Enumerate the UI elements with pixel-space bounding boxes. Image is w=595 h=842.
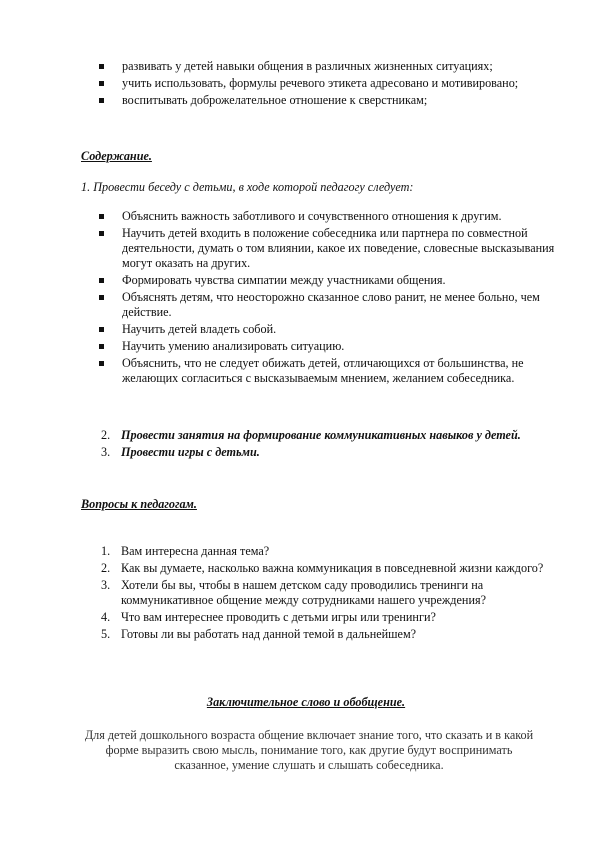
list-item [99,209,555,224]
list-item [101,445,541,460]
bullet-square-icon [99,327,104,332]
list-item [101,544,553,559]
list-item-text: Что вам интереснее проводить с детьми игры или тренинги? [121,610,436,624]
list-item-text: Готовы ли вы работать над данной темой в дальнейшем? [121,627,417,641]
bullet-square-icon [99,278,104,283]
list-item [101,578,553,608]
goals-list [99,59,551,110]
list-item-number: 2. [101,561,111,575]
list-item [99,76,551,91]
bullet-square-icon [99,98,104,103]
bullet-square-icon [99,344,104,349]
list-item [99,339,555,354]
list-item-text: Хотели бы вы, чтобы в нашем детском саду проводились тренинги на коммуникативное общение между сотрудниками нашего учреждения? [121,578,486,607]
list-item-text: Провести занятия на формирование коммуникативных навыков у детей. [121,428,521,442]
list-item-text: учить использовать, формулы речевого этикета адресовано и мотивировано; [122,76,519,90]
list-item-number: 4. [101,610,111,624]
list-item-text: Научить умению анализировать ситуацию. [122,339,345,353]
list-item-number: 3. [101,445,111,459]
list-item [101,627,553,642]
activities-list [101,428,541,462]
list-item-text: Формировать чувства симпатии между участниками общения. [122,273,446,287]
list-item-text: Как вы думаете, насколько важна коммуникация в повседневной жизни каждого? [121,561,544,575]
list-item [99,59,551,74]
list-item-text: Научить детей входить в положение собеседника или партнера по совместной деятельности, думать о том влиянии, какое их поведение, словесные высказывания могут оказать на других. [122,226,555,270]
conversation-heading: 1. Провести беседу с детьми, в ходе которой педагогу следует: [81,180,414,194]
list-item-text: Объяснить, что не следует обижать детей, отличающихся от большинства, не желающих согласиться с высказываемым мнением, желанием собеседника. [122,356,524,385]
list-item-number: 3. [101,578,111,592]
list-item-text: воспитывать доброжелательное отношение к сверстникам; [122,93,428,107]
list-item-number: 2. [101,428,111,442]
list-item [101,428,541,443]
list-item [101,561,553,576]
list-item [99,322,555,337]
questions-list [101,544,553,644]
bullet-square-icon [99,214,104,219]
conversation-list [99,209,555,388]
bullet-square-icon [99,361,104,366]
bullet-square-icon [99,64,104,69]
content-heading: Содержание. [81,149,152,163]
list-item-text: Объяснять детям, что неосторожно сказанное слово ранит, не менее больно, чем действие. [122,290,540,319]
list-item [99,226,555,271]
conclusion-heading: Заключительное слово и обобщение. [206,695,406,709]
questions-heading: Вопросы к педагогам. [81,497,197,511]
bullet-square-icon [99,295,104,300]
list-item-number: 5. [101,627,111,641]
list-item-text: Провести игры с детьми. [121,445,260,459]
list-item [99,356,555,386]
list-item-text: Объяснить важность заботливого и сочувственного отношения к другим. [122,209,502,223]
list-item [99,273,555,288]
list-item [99,290,555,320]
conclusion-paragraph: Для детей дошкольного возраста общение включает знание того, что сказать и в какой форме выразить свою мысль, понимание того, как другие будут воспринимать сказанное, умение слушать и слышать собеседника. [84,728,534,772]
list-item-text: Вам интересна данная тема? [121,544,270,558]
bullet-square-icon [99,231,104,236]
list-item-text: развивать у детей навыки общения в различных жизненных ситуациях; [122,59,493,73]
list-item-text: Научить детей владеть собой. [122,322,277,336]
list-item [99,93,551,108]
bullet-square-icon [99,81,104,86]
list-item [101,610,553,625]
list-item-number: 1. [101,544,111,558]
